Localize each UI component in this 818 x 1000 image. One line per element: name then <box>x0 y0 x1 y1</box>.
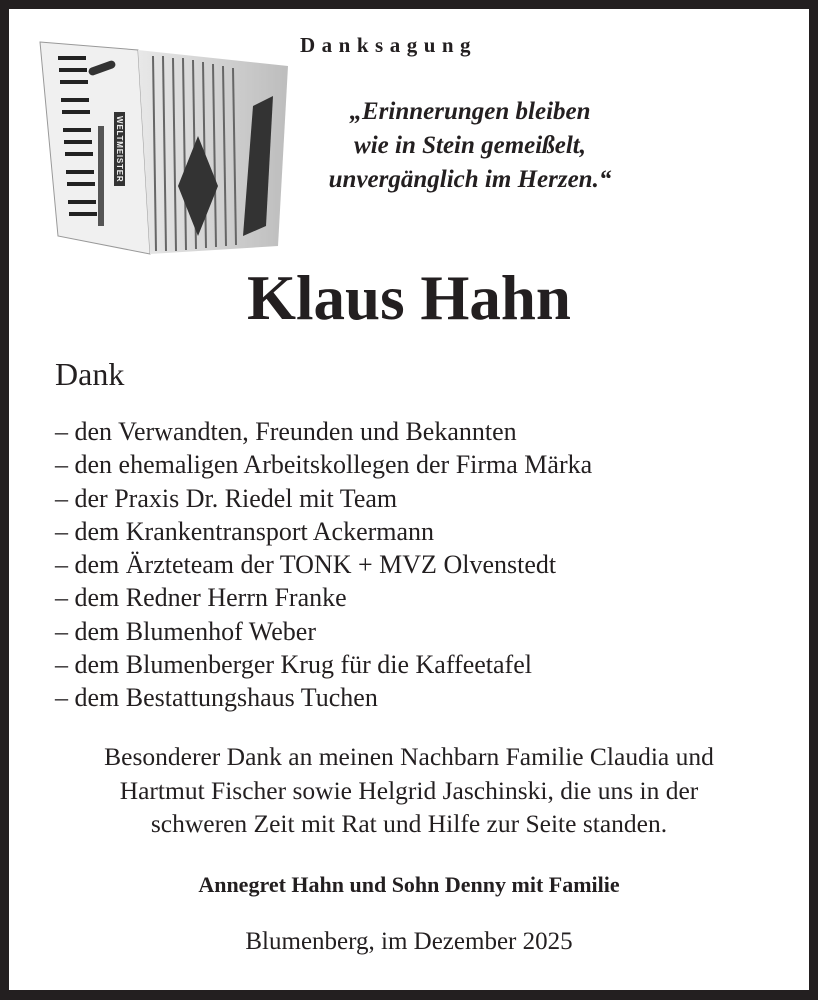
list-item: – dem Ärzteteam der TONK + MVZ Olvenstedt <box>55 550 557 580</box>
special-thanks <box>40 740 778 841</box>
list-item: – dem Krankentransport Ackermann <box>55 516 435 546</box>
accordion-image <box>38 36 288 258</box>
deceased-name: Klaus Hahn <box>247 263 571 333</box>
thanks-list <box>55 415 592 715</box>
list-item: – dem Redner Herrn Franke <box>55 583 347 613</box>
notice-heading: Danksagung <box>300 33 478 57</box>
quote-line: unvergänglich im Herzen.“ <box>328 166 612 193</box>
accordion-brand-lettering: WELTMEISTER <box>114 112 125 186</box>
list-item: – dem Bestattungshaus Tuchen <box>55 683 378 713</box>
list-item: – den Verwandten, Freunden und Bekannten <box>55 417 517 446</box>
thanks-label: Dank <box>55 356 125 392</box>
signature: Annegret Hahn und Sohn Denny mit Familie <box>198 872 620 897</box>
list-item: – dem Blumenberger Krug für die Kaffeetafel <box>55 650 532 680</box>
list-item: – dem Blumenhof Weber <box>55 616 316 646</box>
paragraph-line: Hartmut Fischer sowie Helgrid Jaschinski, die uns in der <box>119 775 699 805</box>
paragraph-line: Besonderer Dank an meinen Nachbarn Familie Claudia und <box>104 742 714 771</box>
memorial-quote <box>290 95 650 197</box>
quote-line: „Erinnerungen bleiben <box>349 98 591 125</box>
list-item: – den ehemaligen Arbeitskollegen der Firma Märka <box>55 450 593 480</box>
list-item: – der Praxis Dr. Riedel mit Team <box>55 483 398 513</box>
paragraph-line: schweren Zeit mit Rat und Hilfe zur Seite standen. <box>150 809 668 838</box>
quote-line: wie in Stein gemeißelt, <box>354 132 586 159</box>
place-date: Blumenberg, im Dezember 2025 <box>245 928 573 955</box>
